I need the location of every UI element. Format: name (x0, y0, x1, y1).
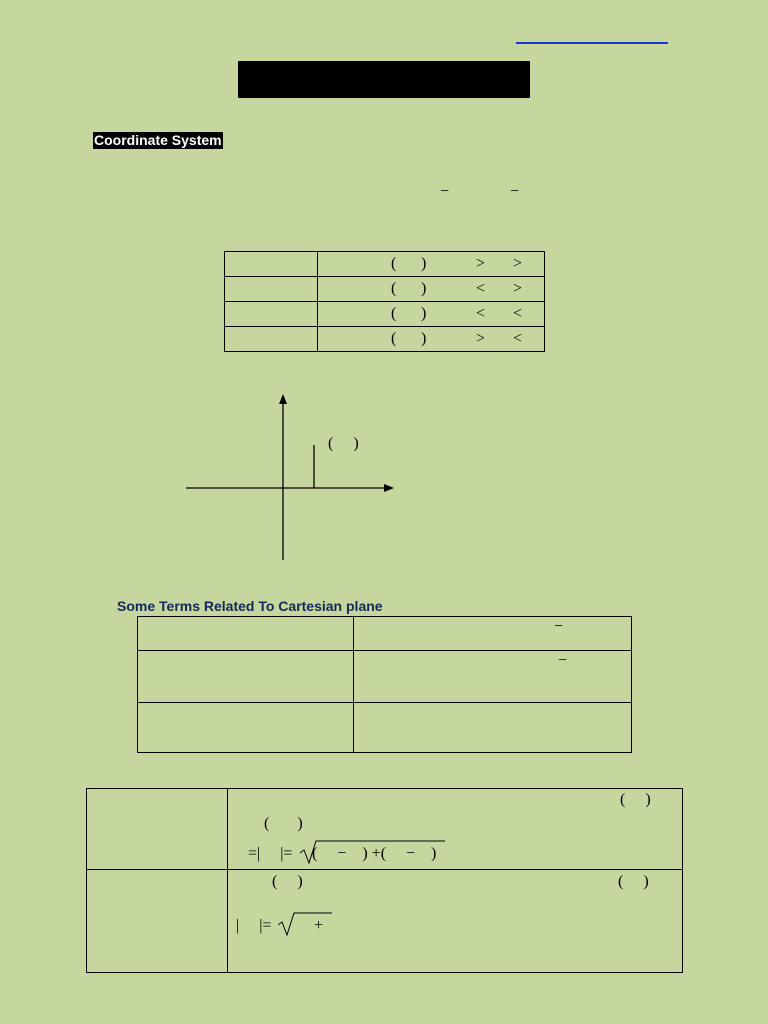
magnitude-lhs: | |= (236, 917, 272, 934)
point-label: ( ) (328, 435, 359, 452)
magnitude-point-b: ( ) (618, 873, 649, 890)
paren-open: ( (391, 305, 397, 322)
sign-y: < (513, 330, 523, 347)
distance-point-b: ( ) (264, 815, 303, 832)
paren-open: ( (391, 255, 397, 272)
table-row (138, 617, 632, 651)
terms-minus-1: − (554, 618, 564, 635)
distance-lhs: =| |= (248, 845, 293, 862)
distance-point-a: ( ) (620, 791, 651, 808)
sign-y: > (513, 255, 523, 272)
table-cell (318, 302, 545, 327)
table-cell (354, 651, 632, 703)
sign-y: < (513, 305, 523, 322)
table-cell (228, 789, 683, 870)
table-cell (87, 870, 228, 973)
distance-radicand: ( − ) +( − ) (312, 845, 437, 862)
paren-close: ) (421, 280, 427, 297)
terms-minus-2: − (558, 652, 568, 669)
table-row (225, 302, 545, 327)
formulas-table (86, 788, 683, 973)
magnitude-point-a: ( ) (272, 873, 303, 890)
paren-close: ) (421, 330, 427, 347)
intro-minus-2: − (510, 183, 520, 200)
paren-close: ) (421, 305, 427, 322)
table-row (87, 789, 683, 870)
table-cell (87, 789, 228, 870)
y-axis-arrowhead-icon (279, 394, 287, 404)
table-cell (138, 651, 354, 703)
title-bar (238, 61, 530, 98)
table-cell (318, 277, 545, 302)
table-cell (138, 703, 354, 753)
table-cell (228, 870, 683, 973)
top-hyperlink[interactable] (516, 42, 668, 44)
intro-minus-1: − (440, 183, 450, 200)
paren-close: ) (421, 255, 427, 272)
table-cell (354, 703, 632, 753)
table-row (225, 327, 545, 352)
x-axis-arrowhead-icon (384, 484, 394, 492)
table-row (138, 651, 632, 703)
table-row (225, 277, 545, 302)
table-cell (318, 252, 545, 277)
sign-y: > (513, 280, 523, 297)
quadrants-table (224, 251, 545, 352)
sign-x: < (476, 305, 486, 322)
sign-x: < (476, 280, 486, 297)
axes-diagram (180, 390, 410, 565)
sign-x: > (476, 255, 486, 272)
table-cell (225, 277, 318, 302)
paren-open: ( (391, 280, 397, 297)
section-title: Coordinate System (94, 132, 222, 148)
table-cell (318, 327, 545, 352)
sign-x: > (476, 330, 486, 347)
table-cell (225, 252, 318, 277)
terms-table (137, 616, 632, 753)
magnitude-radicand: + (294, 917, 324, 934)
terms-heading: Some Terms Related To Cartesian plane (117, 598, 383, 614)
paren-open: ( (391, 330, 397, 347)
table-cell (225, 302, 318, 327)
table-cell (225, 327, 318, 352)
table-row (87, 870, 683, 973)
table-row (225, 252, 545, 277)
table-cell (354, 617, 632, 651)
table-row (138, 703, 632, 753)
table-cell (138, 617, 354, 651)
